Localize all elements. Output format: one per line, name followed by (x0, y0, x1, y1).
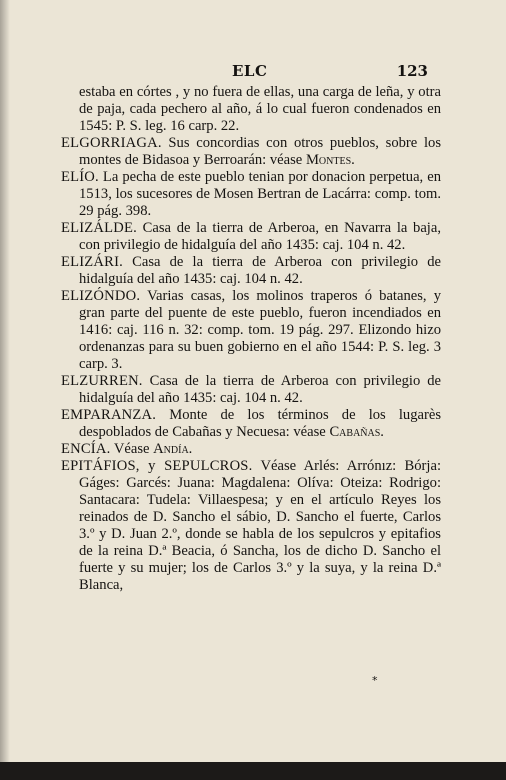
entry-text: Casa de la tierra de Arberoa con privilegio de hidalguía del año 1435: caj. 104 n. 42. (79, 373, 441, 406)
entry-epitafios (61, 458, 441, 594)
entry-text: Monte de los términos de los lugarès despoblados de Cabañas y Necuesa: véase (79, 407, 441, 440)
entry-elzurren (61, 373, 441, 407)
entry-headword: ELIZÁLDE. (61, 220, 137, 236)
entry-headword: ENCÍA. (61, 441, 111, 457)
entry-text: Véase Arlés: Arrónız: Bórja: Gáges: Garcés: Juana: Magdalena: Olíva: Oteiza: Rodrigo: Santacara: Tudela: Villaespesa; y en el artículo Reyes los reinados de D. Sancho el sábio, D. Sancho el fuerte, Carlos 3.º y D. Juan 2.º, donde se habla de los sepulcros y epitafios de la reina D.ª Beacia, ó Sancha, los de dicho D. Sancho el fuerte y su mujer; los de Carlos 3.º y la suya, y la reina D.ª Blanca, (79, 458, 441, 593)
entry-text: Varias casas, los molinos traperos ó batanes, y gran parte del puente de este pueblo, fueron incendiados en 1416: caj. 116 n. 32: comp. tom. 19 pág. 297. Elizondo hizo ordenanzas para su buen gobierno en el año 1544: P. S. leg. 3 carp. 3. (79, 288, 441, 372)
entry-headword: ELÍO. (61, 169, 99, 185)
entry-headword: ELIZÁRI. (61, 254, 123, 270)
entry-elio (61, 169, 441, 220)
page-header (0, 62, 506, 82)
entry-continuation (61, 84, 441, 135)
entry-emparanza (61, 407, 441, 441)
entry-text: Casa de la tierra de Arberoa con privilegio de hidalguía del año 1435: caj. 104 n. 42. (79, 254, 441, 287)
page-number: 123 (396, 62, 428, 80)
entry-headword: ELZURREN. (61, 373, 143, 389)
entry-headword: ELGORRIAGA. (61, 135, 162, 151)
entry-headword: EPITÁFIOS, y SEPULCROS. (61, 458, 253, 474)
cross-reference: Montes. (305, 152, 355, 168)
entry-headword: EMPARANZA. (61, 407, 157, 423)
entry-headword: ELIZÓNDO. (61, 288, 141, 304)
entry-text: estaba en córtes , y no fuera de ellas, una carga de leña, y otra de paja, cada pechero al año, á lo cual fueron condenados en 1545: P. S. leg. 16 carp. 22. (79, 84, 441, 134)
signature-mark: * (372, 674, 378, 687)
entry-elizari (61, 254, 441, 288)
running-head: ELC (232, 62, 268, 80)
cross-reference: Cabañas. (329, 424, 384, 440)
cross-reference: Andía. (153, 441, 193, 457)
entry-text: Casa de la tierra de Arberoa, en Navarra la baja, con privilegio de hidalguía del año 1435: caj. 104 n. 42. (79, 220, 441, 253)
entry-encia (61, 441, 441, 458)
entry-elgorriaga (61, 135, 441, 169)
dictionary-text (61, 84, 441, 594)
entry-text: Sus concordias con otros pueblos, sobre los montes de Bidasoa y Berroarán: véase (79, 135, 441, 168)
entry-text: La pecha de este pueblo tenian por donacion perpetua, en 1513, los sucesores de Mosen Bertran de Lacárra: comp. tom. 29 pág. 398. (79, 169, 441, 219)
entry-elizondo (61, 288, 441, 373)
entry-elizalde (61, 220, 441, 254)
entry-text: Véase (110, 441, 154, 457)
page-spine-shadow (0, 0, 10, 762)
